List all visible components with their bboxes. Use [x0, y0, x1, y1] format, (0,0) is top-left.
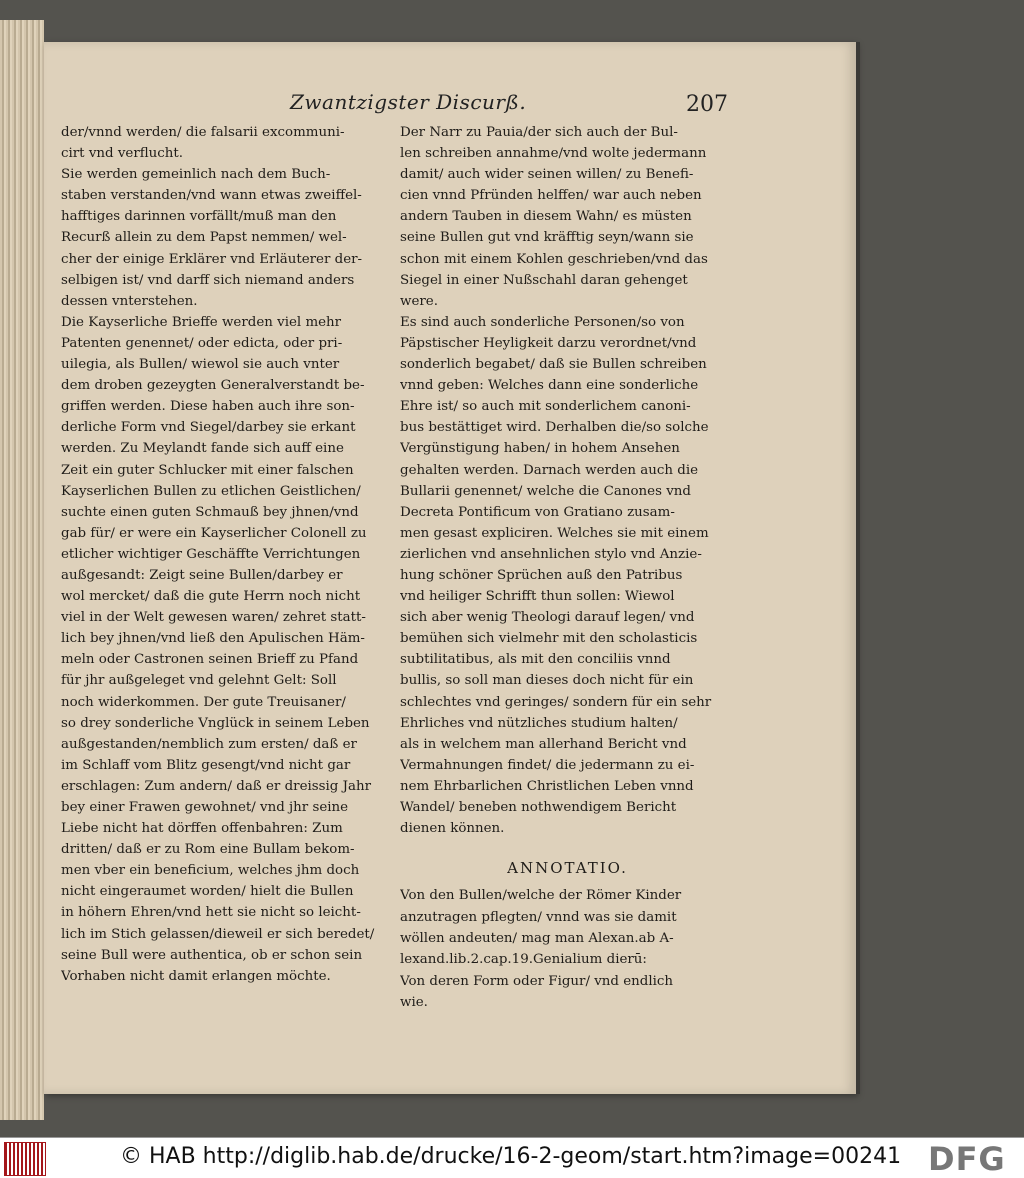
- dfg-logo: DFG: [928, 1140, 1006, 1178]
- right-column: [400, 122, 735, 1014]
- text-line: außgestanden/nemblich zum ersten/ daß er: [61, 736, 357, 752]
- annotatio-body: [400, 885, 735, 1013]
- text-line: cher der einige Erklärer vnd Erläuterer der-: [61, 251, 363, 267]
- text-line: bus bestättiget wird. Derhalben die/so solche: [400, 420, 709, 436]
- text-line: schlechtes vnd geringes/ sondern für ein sehr: [400, 694, 712, 710]
- text-line: schon mit einem Kohlen geschrieben/vnd das: [400, 251, 708, 267]
- text-line: cirt vnd verflucht.: [61, 146, 184, 162]
- page-number: 207: [686, 92, 728, 117]
- text-line: Der Narr zu Pauia/der sich auch der Bul-: [400, 125, 678, 140]
- text-line: nem Ehrbarlichen Christlichen Leben vnnd: [400, 778, 694, 794]
- text-line: Bullarii genennet/ welche die Canones vnd: [400, 483, 691, 499]
- annotatio-heading: ANNOTATIO.: [507, 859, 628, 878]
- text-line: werden. Zu Meylandt fande sich auff eine: [61, 441, 344, 457]
- text-line: Vorhaben nicht damit erlangen möchte.: [61, 968, 331, 984]
- text-line: zierlichen vnd ansehnlichen stylo vnd Anzie-: [400, 546, 702, 562]
- text-line: sonderlich begabet/ daß sie Bullen schreiben: [400, 357, 707, 373]
- text-line: subtilitatibus, als mit den conciliis vnnd: [400, 652, 671, 668]
- text-line: wol mercket/ daß die gute Herrn noch nicht: [61, 589, 361, 605]
- text-line: etlicher wichtiger Geschäffte Verrichtungen: [61, 546, 361, 562]
- hab-barcode-logo-icon: [4, 1142, 46, 1176]
- text-line: uilegia, als Bullen/ wiewol sie auch vnter: [61, 357, 340, 373]
- text-line: dritten/ daß er zu Rom eine Bullam bekom-: [61, 842, 355, 858]
- annotatio-line: lexand.lib.2.cap.19.Genialium dierū:: [400, 952, 647, 968]
- text-line: außgesandt: Zeigt seine Bullen/darbey er: [61, 567, 343, 583]
- text-line: für jhr außgeleget vnd gelehnt Gelt: Soll: [61, 673, 337, 689]
- left-column: [61, 122, 396, 987]
- text-line: staben verstanden/vnd wann etwas zweiffel-: [61, 188, 362, 204]
- text-line: bey einer Frawen gewohnet/ vnd jhr seine: [61, 800, 349, 815]
- text-line: erschlagen: Zum andern/ daß er dreissig Jahr: [61, 778, 372, 794]
- text-line: lich bey jhnen/vnd ließ den Apulischen Häm-: [61, 631, 365, 647]
- text-line: men vber ein beneficium, welches jhm doch: [61, 863, 360, 879]
- text-line: Päpstischer Heyligkeit darzu verordnet/vnd: [400, 335, 697, 351]
- text-line: lich im Stich gelassen/dieweil er sich beredet/: [61, 926, 375, 942]
- text-line: Ehre ist/ so auch mit sonderlichem canoni-: [400, 399, 691, 415]
- text-line: gehalten werden. Darnach werden auch die: [400, 462, 699, 478]
- text-line: seine Bullen gut vnd kräfftig seyn/wann sie: [400, 230, 694, 246]
- page-edge-shadow: [856, 42, 860, 1094]
- page-stack-edge: [0, 20, 44, 1120]
- text-line: als in welchem man allerhand Bericht vnd: [400, 736, 687, 752]
- text-line: Kayserlichen Bullen zu etlichen Geistlichen/: [61, 483, 361, 499]
- text-line: hung schöner Sprüchen auß den Patribus: [400, 567, 683, 583]
- text-line: dessen vnterstehen.: [61, 293, 198, 309]
- annotatio-line: wie.: [400, 995, 428, 1011]
- text-line: Die Kayserliche Brieffe werden viel mehr: [61, 314, 342, 330]
- text-line: dienen können.: [400, 821, 505, 837]
- footer-bar: [0, 1137, 1024, 1178]
- text-line: seine Bull were authentica, ob er schon sein: [61, 947, 363, 963]
- text-line: sich aber wenig Theologi darauf legen/ vnd: [400, 610, 695, 626]
- text-line: len schreiben annahme/vnd wolte jedermann: [400, 146, 707, 162]
- text-line: Ehrliches vnd nützliches studium halten/: [400, 715, 678, 731]
- text-line: Es sind auch sonderliche Personen/so von: [400, 314, 685, 330]
- text-line: damit/ auch wider seinen willen/ zu Benefi-: [400, 167, 694, 183]
- running-header: Zwantzigster Discurß.: [290, 90, 527, 114]
- text-line: in höhern Ehren/vnd hett sie nicht so leicht-: [61, 905, 361, 921]
- text-line: suchte einen guten Schmauß bey jhnen/vnd: [61, 504, 359, 520]
- text-line: cien vnnd Pfründen helffen/ war auch neben: [400, 188, 702, 204]
- annotatio-line: Von deren Form oder Figur/ vnd endlich: [400, 973, 674, 989]
- text-line: Wandel/ beneben nothwendigem Bericht: [400, 800, 677, 815]
- text-line: Patenten genennet/ oder edicta, oder pri-: [61, 335, 343, 351]
- text-line: der/vnnd werden/ die falsarii excommuni-: [61, 125, 345, 140]
- text-line: Liebe nicht hat dörffen offenbahren: Zum: [61, 821, 343, 837]
- text-line: bullis, so soll man dieses doch nicht für ein: [400, 673, 694, 689]
- annotatio-line: Von den Bullen/welche der Römer Kinder: [400, 888, 682, 904]
- text-line: Sie werden gemeinlich nach dem Buch-: [61, 167, 331, 183]
- text-line: dem droben gezeygten Generalverstandt be-: [61, 378, 365, 394]
- text-line: Zeit ein guter Schlucker mit einer falschen: [61, 462, 354, 478]
- annotatio-line: wöllen andeuten/ mag man Alexan.ab A-: [400, 930, 674, 946]
- text-line: vnd heiliger Schrifft thun sollen: Wiewol: [400, 589, 675, 605]
- text-line: im Schlaff vom Blitz gesengt/vnd nicht gar: [61, 757, 351, 773]
- text-line: noch widerkommen. Der gute Treuisaner/: [61, 694, 346, 710]
- text-line: viel in der Welt gewesen waren/ zehret statt-: [61, 610, 366, 626]
- text-line: bemühen sich vielmehr mit den scholasticis: [400, 631, 698, 647]
- text-line: men gesast expliciren. Welches sie mit einem: [400, 525, 709, 541]
- text-line: selbigen ist/ vnd darff sich niemand anders: [61, 272, 355, 288]
- source-credit[interactable]: © HAB http://diglib.hab.de/drucke/16-2-geom/start.htm?image=00241: [120, 1144, 902, 1169]
- text-line: derliche Form vnd Siegel/darbey sie erkant: [61, 420, 356, 436]
- text-line: vnnd geben: Welches dann eine sonderliche: [400, 378, 699, 394]
- text-line: were.: [400, 293, 438, 309]
- text-line: Recurß allein zu dem Papst nemmen/ wel-: [61, 230, 347, 246]
- annotatio-line: anzutragen pflegten/ vnnd was sie damit: [400, 909, 677, 925]
- text-line: Decreta Pontificum von Gratiano zusam-: [400, 504, 675, 520]
- text-line: so drey sonderliche Vnglück in seinem Leben: [61, 715, 370, 731]
- text-line: hafftiges darinnen vorfällt/muß man den: [61, 209, 337, 225]
- text-line: meln oder Castronen seinen Brieff zu Pfand: [61, 652, 359, 668]
- text-line: nicht eingeraumet worden/ hielt die Bullen: [61, 884, 354, 900]
- text-line: gab für/ er were ein Kayserlicher Colonell zu: [61, 525, 367, 541]
- text-line: Siegel in einer Nußschahl daran gehenget: [400, 272, 688, 288]
- text-line: Vermahnungen findet/ die jedermann zu ei-: [400, 757, 695, 773]
- text-line: andern Tauben in diesem Wahn/ es müsten: [400, 209, 692, 225]
- text-line: griffen werden. Diese haben auch ihre son-: [61, 399, 355, 415]
- text-line: Vergünstigung haben/ in hohem Ansehen: [400, 441, 680, 457]
